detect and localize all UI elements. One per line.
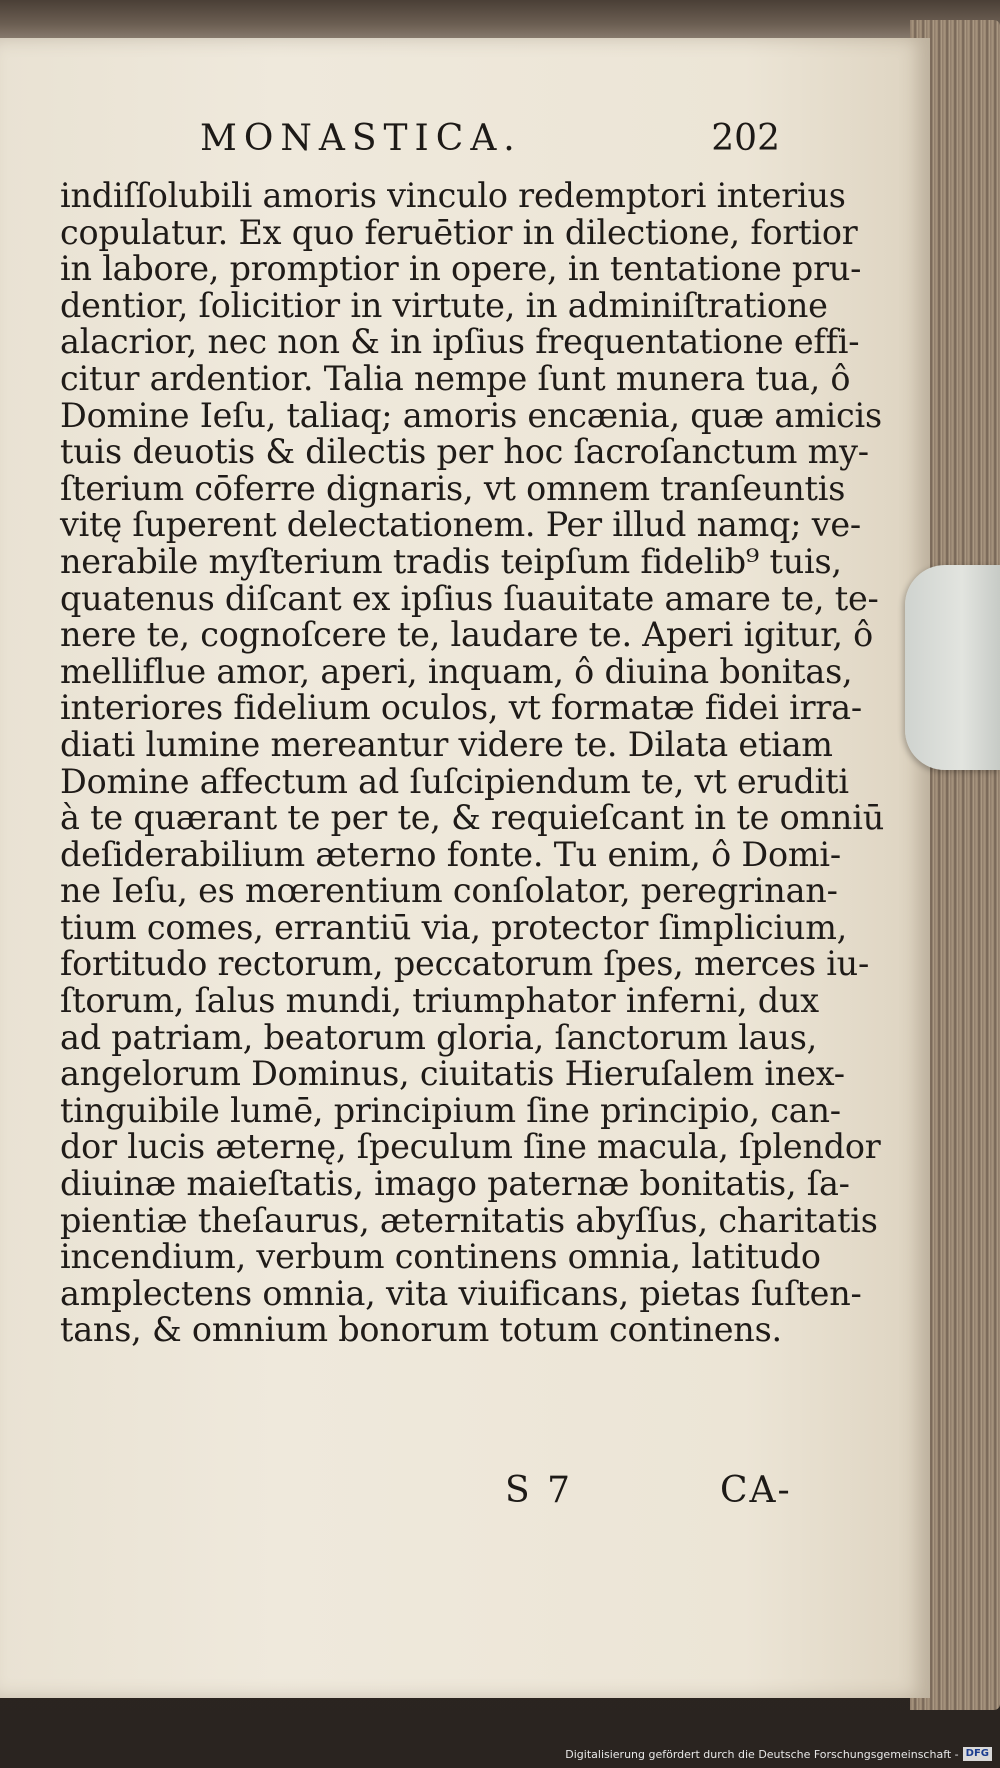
text-line: Domine Ieſu, taliaq; amoris encænia, quæ amicis [60, 395, 882, 435]
text-line: Domine affectum ad ſuſcipiendum te, vt eruditi [60, 761, 849, 801]
page-clip-tab [905, 565, 1000, 770]
book-top-edge [0, 0, 1000, 40]
running-title: MONASTICA. [200, 118, 522, 159]
text-line: nere te, cognoſcere te, laudare te. Aperi igitur, ô [60, 615, 874, 655]
text-line: tium comes, errantiū via, protector ſimplicium, [60, 907, 848, 947]
text-line: vitę ſuperent delectationem. Per illud namq; ve- [60, 505, 862, 545]
text-line: ne Ieſu, es mœrentium conſolator, peregrinan- [60, 871, 838, 911]
text-line: in labore, promptior in opere, in tentatione pru- [60, 249, 862, 289]
text-line: interiores fidelium oculos, vt formatæ fidei irra- [60, 688, 862, 728]
text-line: alacrior, nec non & in ipſius frequentatione effi- [60, 322, 860, 362]
digitization-footer [565, 1746, 992, 1762]
signature-mark: S 7 [505, 1470, 574, 1511]
text-line: tuis deuotis & dilectis per hoc ſacroſanctum my- [60, 432, 869, 472]
text-line: diuinæ maieſtatis, imago paternæ bonitatis, ſa- [60, 1164, 850, 1204]
text-line: melliflue amor, aperi, inquam, ô diuina bonitas, [60, 651, 853, 691]
text-line: indiſſolubili amoris vinculo redemptori interius [60, 176, 846, 215]
text-line: dentior, ſolicitior in virtute, in adminiſtratione [60, 285, 828, 325]
text-line: quatenus diſcant ex ipſius ſuauitate amare te, te- [60, 578, 879, 618]
text-line: nerabile myſterium tradis teipſum fidelib⁹ tuis, [60, 541, 842, 581]
text-line: fortitudo rectorum, peccatorum ſpes, merces iu- [60, 944, 870, 984]
text-line: ſtorum, ſalus mundi, triumphator inferni, dux [60, 981, 819, 1021]
body-text [60, 176, 885, 1350]
text-line: amplectens omnia, vita viuificans, pietas ſuſten- [60, 1273, 862, 1313]
footer-text: Digitalisierung gefördert durch die Deutsche Forschungsgemeinschaft - [565, 1747, 959, 1761]
running-header [200, 118, 780, 168]
text-line: diati lumine mereantur videre te. Dilata etiam [60, 724, 833, 764]
text-line: angelorum Dominus, ciuitatis Hieruſalem inex- [60, 1054, 845, 1094]
text-line: citur ardentior. Talia nempe ſunt munera tua, ô [60, 358, 851, 398]
text-line: à te quærant te per te, & requieſcant in te omniū [60, 798, 885, 838]
catchword: CA- [720, 1470, 792, 1511]
page-number: 202 [711, 118, 780, 159]
text-line: dor lucis æternę, ſpeculum ſine macula, ſplendor [60, 1127, 881, 1167]
text-line: tinguibile lumē, principium ſine principio, can- [60, 1090, 841, 1130]
text-line: incendium, verbum continens omnia, latitudo [60, 1237, 821, 1277]
text-line: copulatur. Ex quo feruētior in dilectione, fortior [60, 212, 858, 252]
text-line: tans, & omnium bonorum totum continens. [60, 1310, 782, 1350]
text-line: pientiæ theſaurus, æternitatis abyſſus, charitatis [60, 1200, 878, 1240]
text-line: deſiderabilium æterno fonte. Tu enim, ô Domi- [60, 834, 841, 874]
dfg-logo: DFG [963, 1747, 992, 1761]
text-line: ad patriam, beatorum gloria, ſanctorum laus, [60, 1017, 818, 1057]
text-line: ſterium cōferre dignaris, vt omnem tranſeuntis [60, 468, 846, 508]
